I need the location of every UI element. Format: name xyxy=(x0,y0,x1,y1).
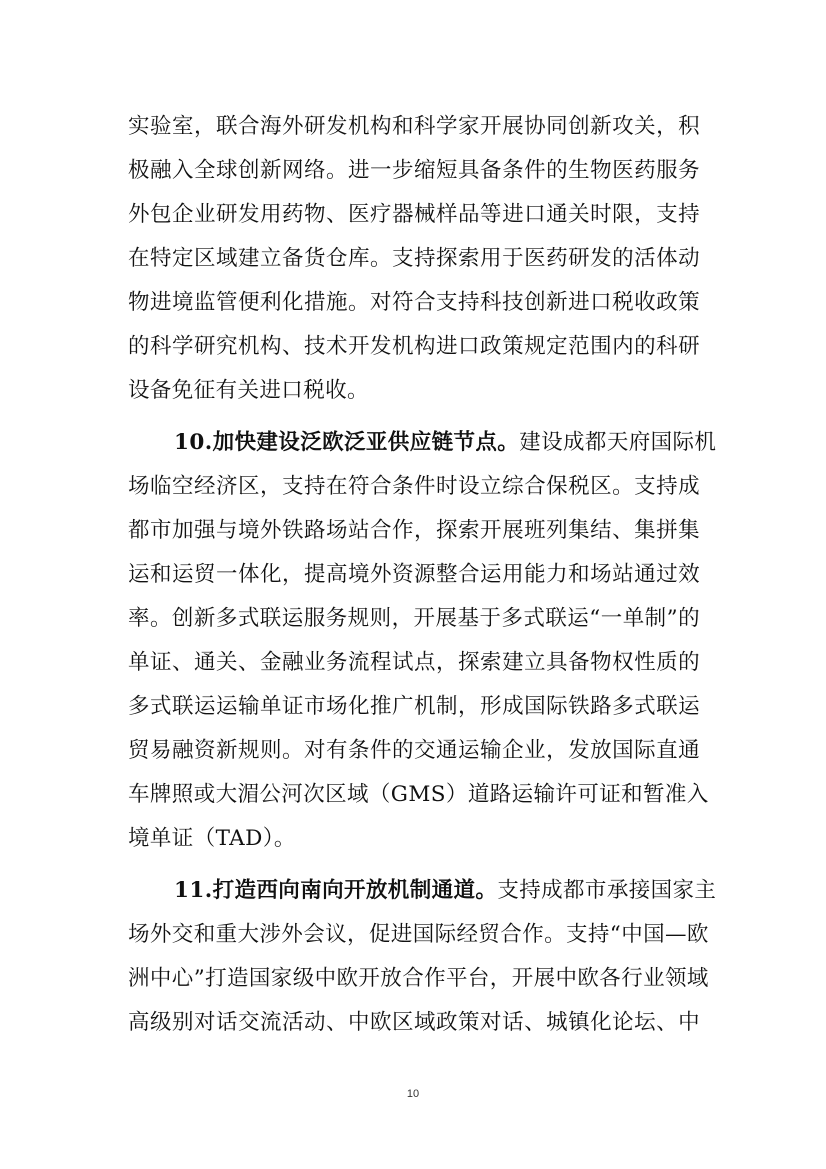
text-line: 物进境监管便利化措施。对符合支持科技创新进口税收政策 xyxy=(128,290,700,315)
text-line: 的科学研究机构、技术开发机构进口政策规定范围内的科研 xyxy=(128,334,700,359)
text-run: 支持成都市承接国家主 xyxy=(497,878,717,903)
paragraph-1 xyxy=(128,105,700,413)
text-line: 境单证（TAD）。 xyxy=(128,826,296,851)
text-run: 建设成都天府国际机 xyxy=(519,430,717,455)
text-line: 场外交和重大涉外会议，促进国际经贸合作。支持“中国—欧 xyxy=(128,922,709,947)
paragraph-first-line xyxy=(128,421,717,465)
text-line: 都市加强与境外铁路场站合作，探索开展班列集结、集拼集 xyxy=(128,518,700,543)
text-line: 车牌照或大湄公河次区域（GMS）道路运输许可证和暂准入 xyxy=(128,782,709,807)
document-page xyxy=(128,105,717,1045)
text-line: 洲中心”打造国家级中欧开放合作平台，开展中欧各行业领域 xyxy=(128,966,709,991)
text-line: 外包企业研发用药物、医疗器械样品等进口通关时限，支持 xyxy=(128,202,700,227)
text-line: 单证、通关、金融业务流程试点，探索建立具备物权性质的 xyxy=(128,650,700,675)
page-number: 10 xyxy=(406,1088,420,1100)
paragraph-first-line xyxy=(128,869,717,913)
text-line: 率。创新多式联运服务规则，开展基于多式联运“一单制”的 xyxy=(128,606,700,631)
text-line: 极融入全球创新网络。进一步缩短具备条件的生物医药服务 xyxy=(128,158,700,183)
text-line: 实验室，联合海外研发机构和科学家开展协同创新攻关，积 xyxy=(128,114,700,139)
paragraph-2 xyxy=(128,421,717,861)
text-line: 贸易融资新规则。对有条件的交通运输企业，发放国际直通 xyxy=(128,738,700,763)
text-line: 高级别对话交流活动、中欧区域政策对话、城镇化论坛、中 xyxy=(128,1010,700,1035)
text-line: 在特定区域建立备货仓库。支持探索用于医药研发的活体动 xyxy=(128,246,700,271)
paragraph-3 xyxy=(128,869,717,1045)
section-heading: 11.打造西向南向开放机制通道。 xyxy=(174,878,498,903)
text-line: 运和运贸一体化，提高境外资源整合运用能力和场站通过效 xyxy=(128,562,700,587)
text-line: 场临空经济区，支持在符合条件时设立综合保税区。支持成 xyxy=(128,474,700,499)
text-line: 设备免征有关进口税收。 xyxy=(128,378,369,403)
section-heading: 10.加快建设泛欧泛亚供应链节点。 xyxy=(174,430,520,455)
text-line: 多式联运运输单证市场化推广机制，形成国际铁路多式联运 xyxy=(128,694,700,719)
